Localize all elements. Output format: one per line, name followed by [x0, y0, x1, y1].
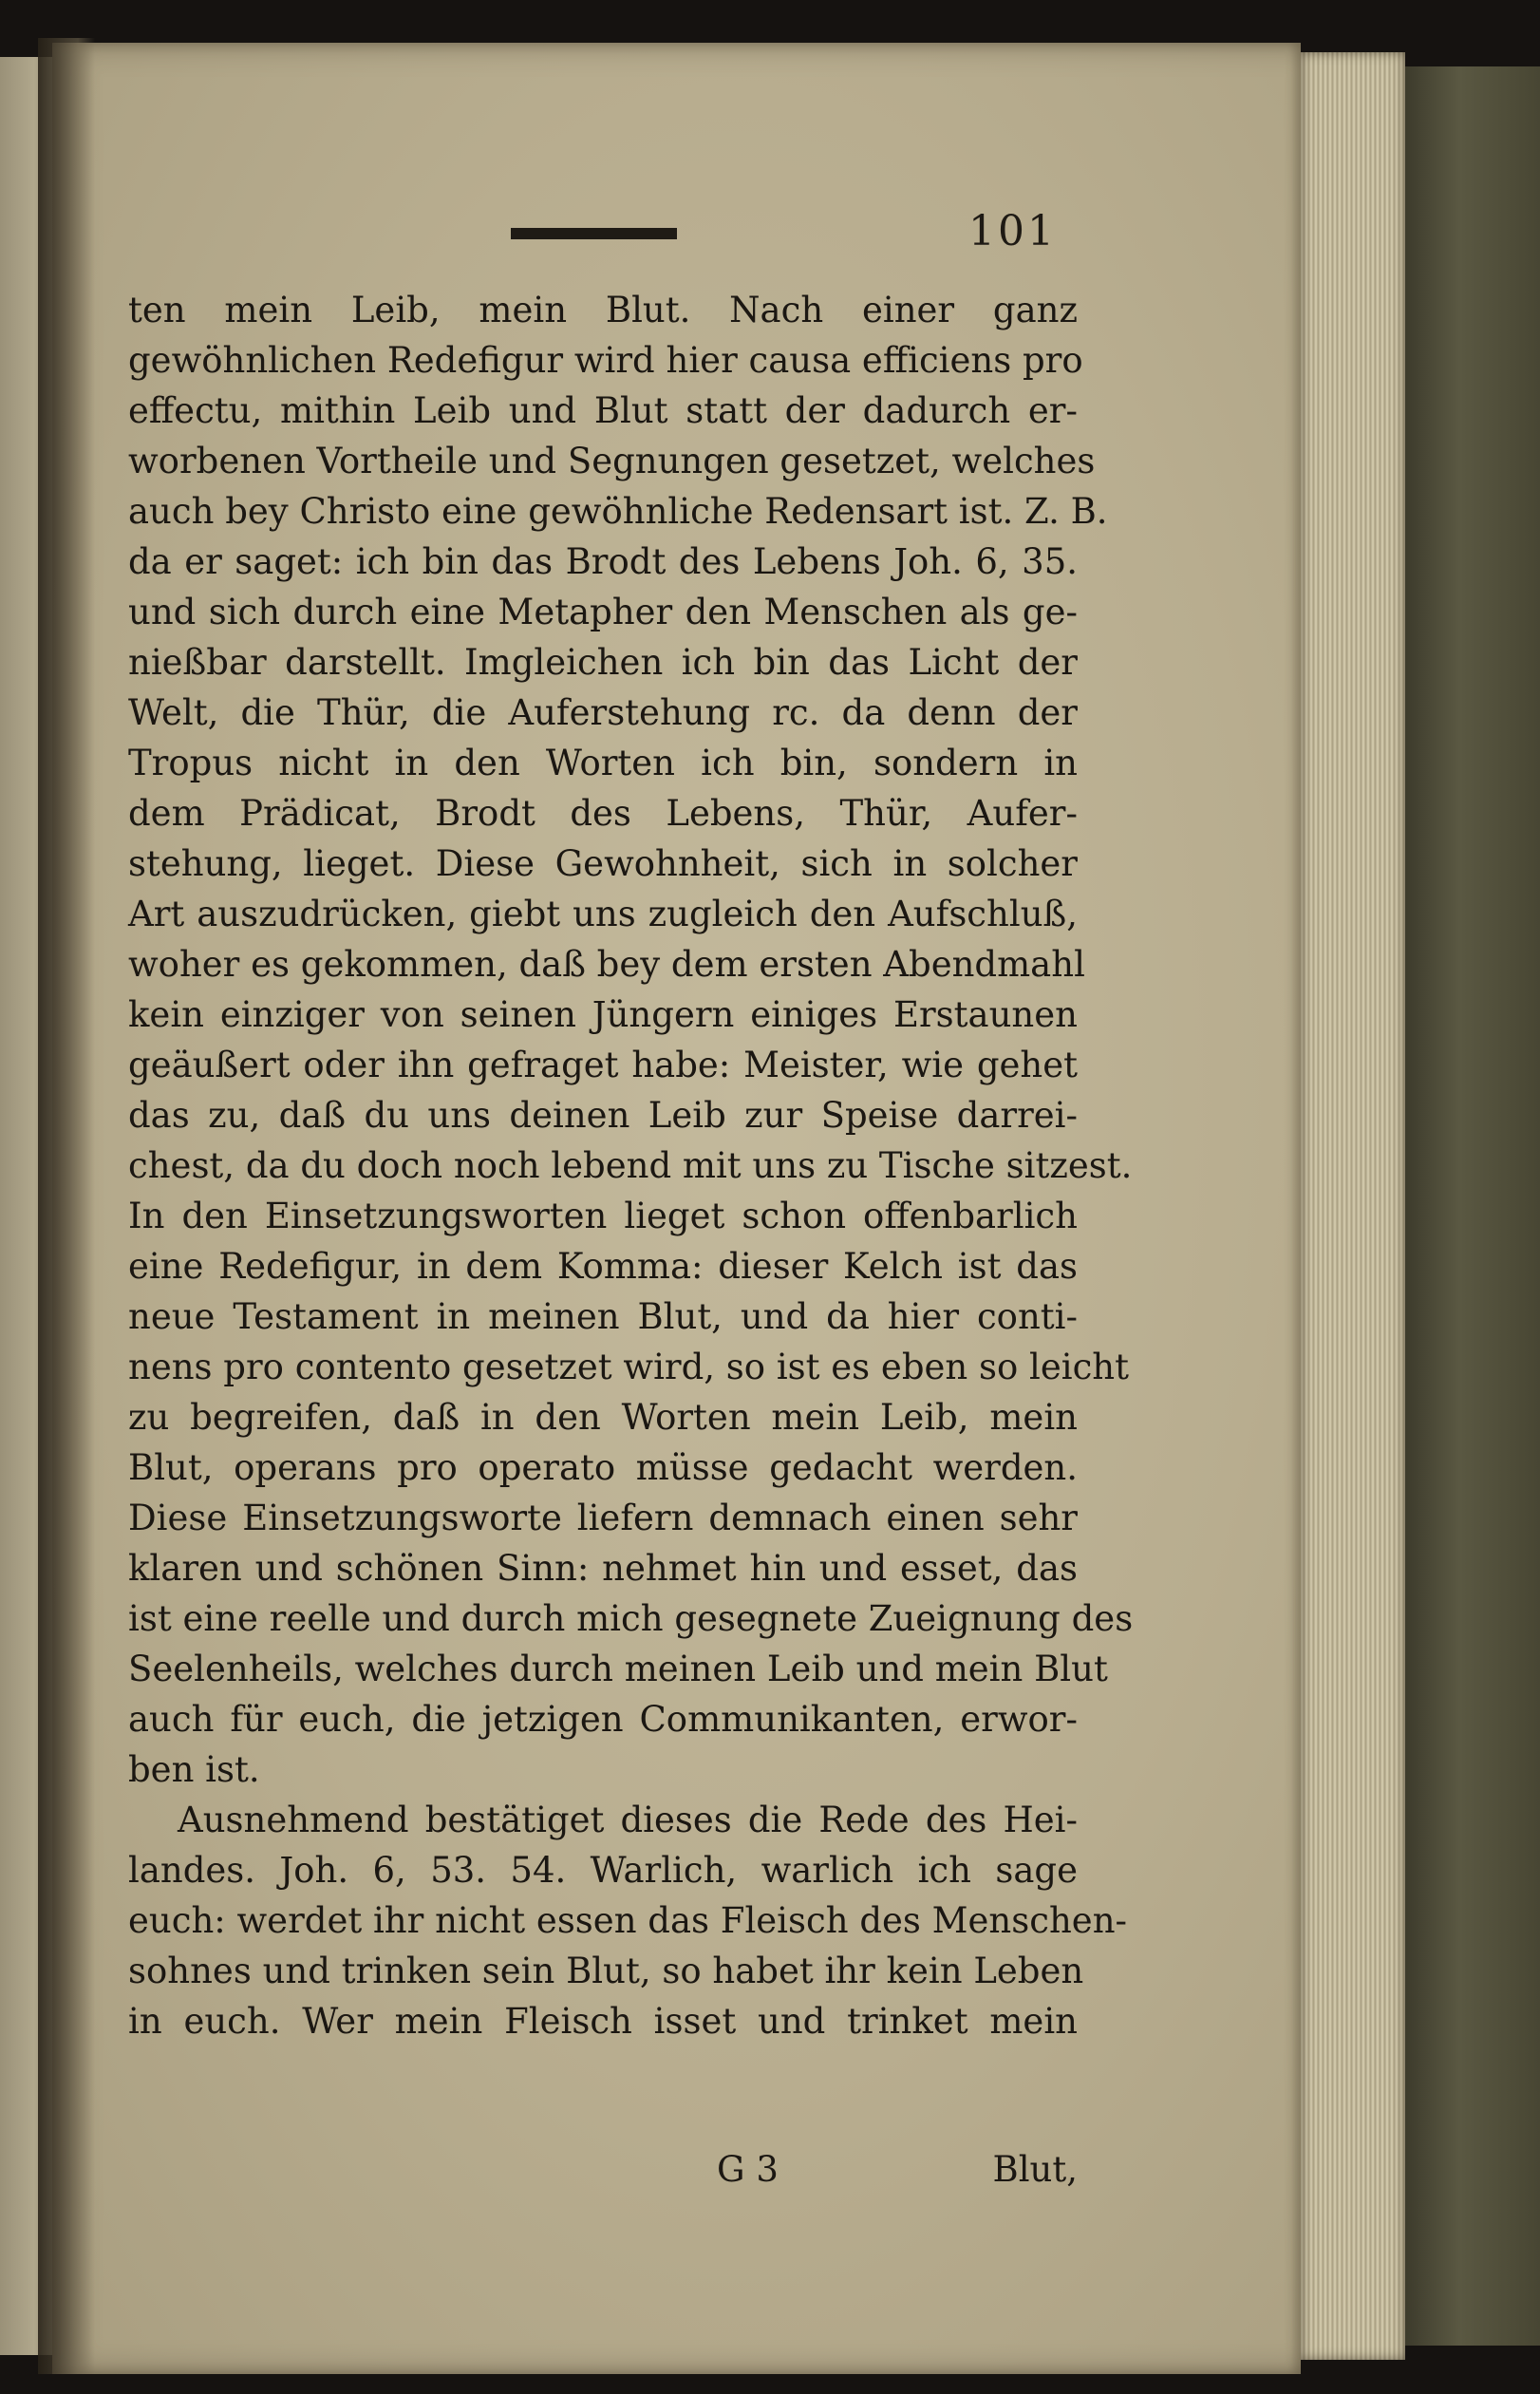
text-line: in euch. Wer mein Fleisch isset und trinket mein	[128, 2001, 1078, 2042]
text-line: zu begreifen, daß in den Worten mein Leib, mein	[128, 1397, 1078, 1438]
text-line: In den Einsetzungsworten lieget schon offenbarlich	[128, 1196, 1078, 1236]
text-line: gewöhnlichen Redefigur wird hier causa efficiens pro	[128, 340, 1083, 381]
text-line: klaren und schönen Sinn: nehmet hin und esset, das	[128, 1548, 1078, 1589]
text-line: auch bey Christo eine gewöhnliche Redensart ist. Z. B.	[128, 491, 1108, 532]
text-line: Blut, operans pro operato müsse gedacht werden.	[128, 1447, 1078, 1488]
text-line: effectu, mithin Leib und Blut statt der dadurch er-	[128, 390, 1078, 431]
text-line: ten mein Leib, mein Blut. Nach einer ganz	[128, 290, 1078, 330]
text-line: ben ist.	[128, 1749, 260, 1790]
text-line: geäußert oder ihn gefraget habe: Meister, wie gehet	[128, 1045, 1078, 1085]
text-line: sohnes und trinken sein Blut, so habet ihr kein Leben	[128, 1951, 1084, 1991]
header-rule	[511, 228, 677, 239]
page-stack-edges	[1301, 52, 1405, 2360]
text-line: landes. Joh. 6, 53. 54. Warlich, warlich ich sage	[128, 1850, 1078, 1891]
text-line: nens pro contento gesetzet wird, so ist es eben so leicht	[128, 1347, 1129, 1387]
text-line: worbenen Vortheile und Segnungen gesetzet, welches	[128, 441, 1096, 481]
text-line: ist eine reelle und durch mich gesegnete Zueignung des	[128, 1598, 1134, 1639]
text-line: nießbar darstellt. Imgleichen ich bin das Licht der	[128, 642, 1078, 683]
book-gutter	[38, 38, 95, 2374]
text-line: dem Prädicat, Brodt des Lebens, Thür, Aufer-	[128, 793, 1078, 834]
text-line: Welt, die Thür, die Auferstehung rc. da denn der	[128, 692, 1078, 733]
text-line: das zu, daß du uns deinen Leib zur Speise darrei-	[128, 1095, 1078, 1136]
body-text	[128, 285, 1134, 2046]
signature-mark: G 3	[717, 2149, 779, 2190]
text-line: woher es gekommen, daß bey dem ersten Abendmahl	[128, 944, 1085, 985]
page-footer	[128, 2144, 1078, 2195]
text-line: Art auszudrücken, giebt uns zugleich den Aufschluß,	[128, 894, 1078, 934]
book-cover-edge	[1405, 66, 1540, 2346]
text-line: und sich durch eine Metapher den Menschen als ge-	[128, 592, 1078, 632]
text-line: Seelenheils, welches durch meinen Leib und mein Blut	[128, 1649, 1108, 1689]
page-number: 101	[968, 207, 1057, 255]
catchword: Blut,	[992, 2149, 1078, 2190]
text-line: kein einziger von seinen Jüngern einiges Erstaunen	[128, 994, 1078, 1035]
text-line: Ausnehmend bestätiget dieses die Rede des Hei-	[178, 1800, 1078, 1840]
text-line: eine Redefigur, in dem Komma: dieser Kelch ist das	[128, 1246, 1078, 1287]
text-line: stehung, lieget. Diese Gewohnheit, sich in solcher	[128, 843, 1078, 884]
text-line: neue Testament in meinen Blut, und da hier conti-	[128, 1296, 1078, 1337]
text-line: auch für euch, die jetzigen Communikanten, erwor-	[128, 1699, 1078, 1740]
text-line: euch: werdet ihr nicht essen das Fleisch des Menschen-	[128, 1900, 1128, 1941]
text-line: Diese Einsetzungsworte liefern demnach einen sehr	[128, 1498, 1078, 1538]
text-line: da er saget: ich bin das Brodt des Lebens Joh. 6, 35.	[128, 541, 1078, 582]
text-line: Tropus nicht in den Worten ich bin, sondern in	[128, 743, 1078, 783]
text-line: chest, da du doch noch lebend mit uns zu Tische sitzest.	[128, 1145, 1133, 1186]
